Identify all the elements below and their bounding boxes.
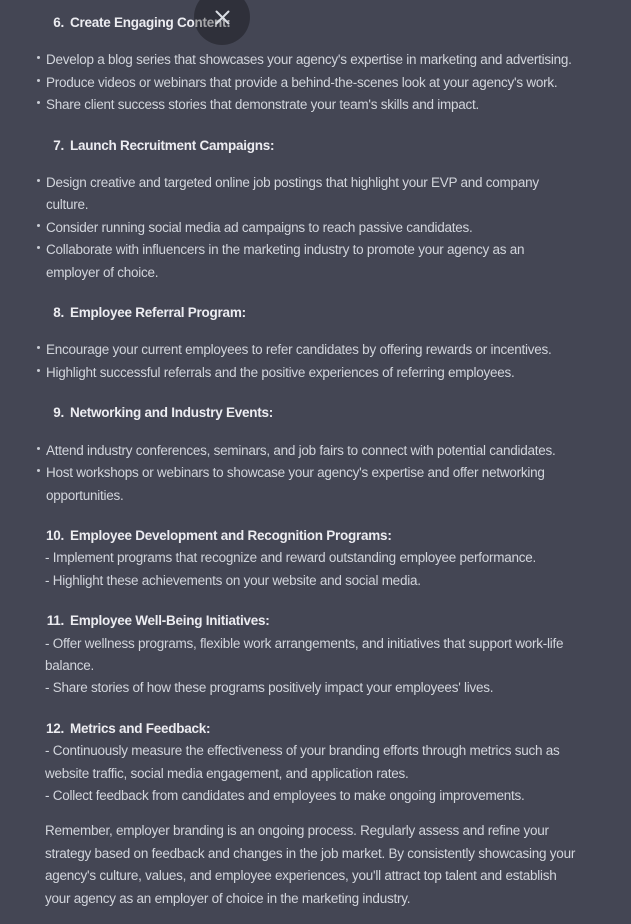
paragraph-line: Remember, employer branding is an ongoing process. Regularly assess and refine your [45,823,549,839]
section-heading [0,135,631,157]
list-item-line: Attend industry conferences, seminars, and job fairs to connect with potential candidates. [46,442,556,458]
close-icon [214,9,231,26]
bullet-list [0,440,631,507]
bullet-icon [37,369,40,372]
section-heading [0,12,631,34]
list-item [0,72,631,94]
section-title: Create Engaging Content: [70,15,231,30]
section-number: 12. [45,720,64,736]
list-item [0,217,631,239]
list-item [0,362,631,384]
section-heading [0,402,631,424]
section-number: 11. [46,613,64,629]
section-number: 9. [53,405,64,421]
section-title: Employee Well-Being Initiatives: [70,613,270,629]
bullet-list [0,172,631,284]
section-heading [0,302,631,324]
bullet-icon [37,179,40,182]
dash-line: balance. [45,657,95,673]
section-title: Metrics and Feedback: [70,720,211,736]
dash-line-group [0,633,631,700]
bullet-icon [37,79,40,82]
bullet-list [0,49,631,116]
dash-line-group [0,740,631,807]
section-number: 6. [53,15,64,30]
list-item [0,462,631,507]
bullet-list [0,339,631,384]
list-item [0,49,631,71]
dash-line: - Implement programs that recognize and reward outstanding employee performance. [45,550,537,566]
paragraph-line: strategy based on feedback and changes in the job market. By consistently showcasing your [45,845,576,861]
list-item-line: opportunities. [46,487,124,503]
list-item-line: employer of choice. [46,264,159,280]
list-item [0,172,631,217]
list-item-line: Develop a blog series that showcases your agency's expertise in marketing and advertising. [46,52,572,68]
dash-line: - Collect feedback from candidates and employees to make ongoing improvements. [45,787,525,803]
dash-line-group [0,547,631,592]
bullet-icon [37,447,40,450]
section-heading [0,610,631,632]
bullet-icon [37,469,40,472]
list-item-line: Highlight successful referrals and the positive experiences of referring employees. [46,364,515,380]
section-number: 7. [53,137,64,153]
list-item-line: Encourage your current employees to refer candidates by offering rewards or incentives. [46,342,552,358]
dash-line: - Highlight these achievements on your website and social media. [45,572,421,588]
bullet-icon [37,101,40,104]
section-title: Launch Recruitment Campaigns: [70,137,275,153]
dash-line: - Share stories of how these programs positively impact your employees' lives. [45,680,494,696]
list-item-line: Produce videos or webinars that provide a behind-the-scenes look at your agency's work. [46,74,558,90]
bullet-icon [37,56,40,59]
section-title: Networking and Industry Events: [70,405,274,421]
dash-line: - Continuously measure the effectiveness of your branding efforts through metrics such as [45,743,560,759]
section-title: Employee Development and Recognition Programs: [70,527,392,543]
list-item-line: Share client success stories that demonstrate your team's skills and impact. [46,97,480,113]
bullet-icon [37,224,40,227]
bullet-icon [37,346,40,349]
closing-paragraph [0,820,631,910]
list-item-line: Host workshops or webinars to showcase your agency's expertise and offer networking [46,465,545,481]
list-item [0,440,631,462]
list-item-line: Design creative and targeted online job postings that highlight your EVP and company [46,175,539,191]
bullet-icon [37,246,40,249]
list-item-line: Consider running social media ad campaigns to reach passive candidates. [46,219,473,235]
section-heading [0,525,631,547]
dash-line: website traffic, social media engagement, and application rates. [45,765,409,781]
list-item [0,239,631,284]
list-item [0,94,631,116]
section-title: Employee Referral Program: [70,305,246,321]
dash-line: - Offer wellness programs, flexible work arrangements, and initiatives that support work-life [45,635,564,651]
section-heading [0,718,631,740]
paragraph-line: your agency as an employer of choice in the marketing industry. [45,890,411,906]
list-item-line: culture. [46,197,89,213]
section-number: 10. [45,527,64,543]
list-item-line: Collaborate with influencers in the marketing industry to promote your agency as an [46,242,525,258]
section-number: 8. [53,305,64,321]
list-item [0,339,631,361]
paragraph-line: agency's culture, values, and employee experiences, you'll attract top talent and establish [45,868,557,884]
